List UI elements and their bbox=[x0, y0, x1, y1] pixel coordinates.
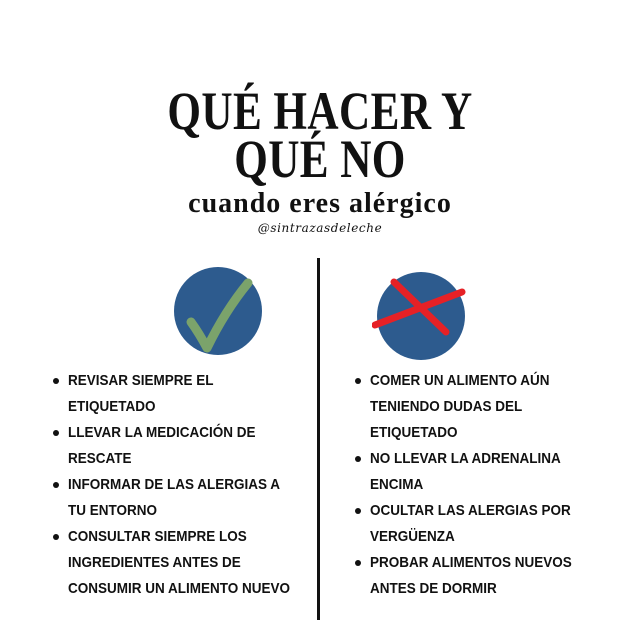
do-item-line: ETIQUETADO bbox=[68, 398, 156, 415]
do-item bbox=[68, 368, 315, 420]
dont-item-line: OCULTAR LAS ALERGIAS POR bbox=[370, 502, 571, 519]
dont-item-line: ENCIMA bbox=[370, 476, 424, 493]
column-divider bbox=[317, 258, 320, 620]
subtitle: cuando eres alérgico bbox=[188, 188, 452, 219]
bullet-dot bbox=[355, 508, 361, 514]
bullet-dot bbox=[53, 430, 59, 436]
do-item-line: INFORMAR DE LAS ALERGIAS A bbox=[68, 476, 281, 493]
bullet-dot bbox=[53, 482, 59, 488]
dont-item bbox=[370, 368, 594, 446]
bullet-dot bbox=[355, 378, 361, 384]
dont-item bbox=[370, 498, 594, 550]
dont-item-line: NO LLEVAR LA ADRENALINA bbox=[370, 450, 561, 467]
do-item-line: LLEVAR LA MEDICACIÓN DE bbox=[68, 424, 256, 441]
do-item bbox=[68, 472, 315, 524]
bullet-dot bbox=[355, 456, 361, 462]
dont-item-line: PROBAR ALIMENTOS NUEVOS bbox=[370, 554, 572, 571]
dont-item-line: VERGÜENZA bbox=[370, 528, 455, 545]
bullet-dot bbox=[53, 534, 59, 540]
cross-icon bbox=[372, 268, 472, 368]
dont-item bbox=[370, 446, 594, 498]
bullet-dot bbox=[355, 560, 361, 566]
title-line-1: QUÉ HACER Y bbox=[167, 81, 473, 141]
do-list bbox=[68, 368, 315, 602]
dont-item bbox=[370, 550, 594, 602]
do-item-line: CONSUMIR UN ALIMENTO NUEVO bbox=[68, 580, 291, 597]
title-line-2: QUÉ NO bbox=[234, 129, 406, 189]
dont-item-line: COMER UN ALIMENTO AÚN bbox=[370, 372, 550, 389]
do-item-line: RESCATE bbox=[68, 450, 132, 467]
do-item-line: REVISAR SIEMPRE EL bbox=[68, 372, 214, 389]
dont-item-line: ANTES DE DORMIR bbox=[370, 580, 497, 597]
do-item bbox=[68, 420, 315, 472]
do-item-line: INGREDIENTES ANTES DE bbox=[68, 554, 241, 571]
author-handle: @sintrazasdeleche bbox=[257, 221, 383, 235]
checkmark-icon bbox=[170, 263, 266, 359]
dont-item-line: ETIQUETADO bbox=[370, 424, 458, 441]
do-item bbox=[68, 524, 315, 602]
dont-list bbox=[370, 368, 594, 602]
do-item-line: CONSULTAR SIEMPRE LOS bbox=[68, 528, 247, 545]
bullet-dot bbox=[53, 378, 59, 384]
do-item-line: TU ENTORNO bbox=[68, 502, 158, 519]
dont-item-line: TENIENDO DUDAS DEL bbox=[370, 398, 523, 415]
